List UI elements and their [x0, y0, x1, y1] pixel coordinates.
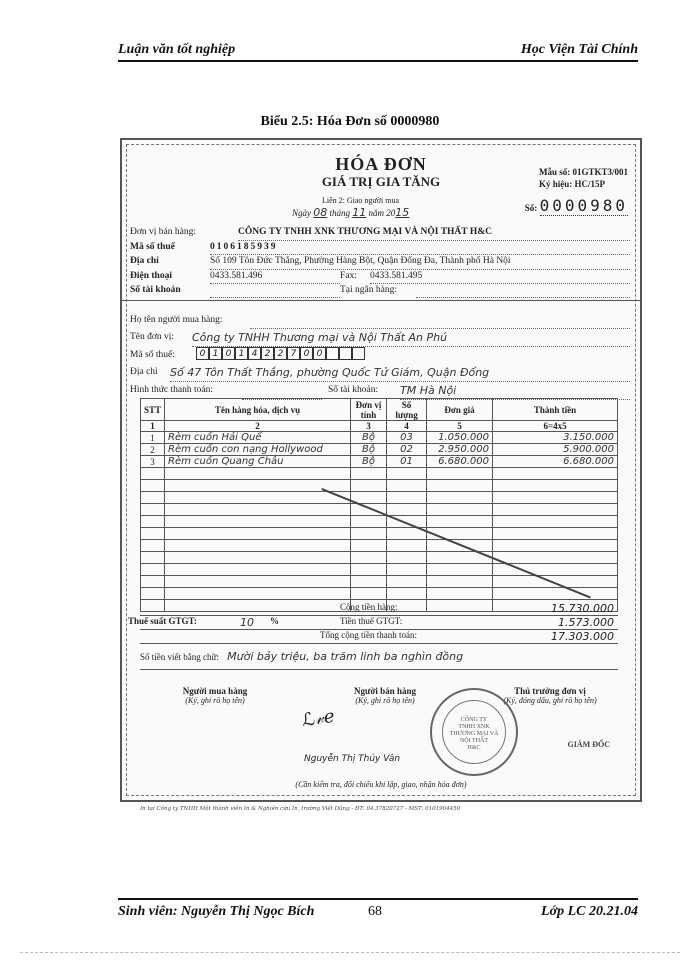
seller-signature-area	[330, 686, 440, 705]
blank-cell	[493, 468, 618, 480]
tax-digit: 0	[196, 347, 209, 360]
buyer-payment-label: Hình thức thanh toán:	[130, 385, 213, 395]
vat-label: Tiền thuế GTGT:	[340, 616, 403, 626]
row-qty: 01	[387, 456, 427, 468]
blank-cell	[165, 516, 351, 528]
stamp-line: H&C	[467, 745, 481, 751]
tax-digit: 2	[274, 347, 287, 360]
handwritten-signature-icon: ℒ𝓋ℯ	[300, 705, 336, 732]
blank-cell	[387, 492, 427, 504]
seller-name-label: Đơn vị bán hàng:	[130, 227, 196, 237]
printer-note: In tại Công ty TNHH Một thành viên In & Nghiên cứu In, trường Việt Dũng - ĐT: 04.37820727 - MST: 0101904450	[140, 806, 461, 812]
col-unit: Đơn vị tính	[351, 399, 387, 421]
blank-cell	[427, 492, 493, 504]
blank-cell	[165, 468, 351, 480]
seller-name: CÔNG TY TNHH XNK THƯƠNG MẠI VÀ NỘI THẤT H&C	[238, 226, 630, 241]
vat-percent: %	[270, 616, 279, 626]
vat-line	[128, 616, 618, 630]
amount-in-words	[140, 650, 618, 670]
blank-cell	[493, 528, 618, 540]
subtotal-line	[140, 602, 618, 616]
blank-cell	[493, 504, 618, 516]
table-row	[141, 432, 618, 444]
director-sign-note: (Ký, đóng dấu, ghi rõ họ tên)	[503, 696, 597, 705]
buyer-name-label: Họ tên người mua hàng:	[130, 315, 223, 325]
director-stamp: GIÁM ĐỐC	[567, 740, 610, 749]
student-name: Sinh viên: Nguyễn Thị Ngọc Bích	[118, 904, 315, 919]
buyer-block	[130, 312, 630, 400]
blank-cell	[165, 540, 351, 552]
row-name: Rèm cuốn con nạng Hollywood	[165, 444, 351, 456]
seller-phone-label: Điện thoại	[130, 270, 172, 281]
buyer-name	[250, 312, 630, 329]
buyer-sign-title: Người mua hàng	[182, 686, 248, 696]
row-qty: 02	[387, 444, 427, 456]
blank-cell	[427, 564, 493, 576]
col-stt: STT	[141, 399, 165, 421]
seller-fax-label: Fax:	[340, 270, 357, 281]
seller-sign-title: Người bán hàng	[354, 686, 416, 696]
blank-cell	[351, 480, 387, 492]
col-number: 1	[141, 421, 165, 432]
date-day-label: Ngày	[292, 208, 311, 218]
blank-row	[141, 588, 618, 600]
row-stt: 2	[141, 444, 165, 456]
subtotal-amount: 15.730.000	[551, 602, 614, 615]
vat-rate-label: Thuế suất GTGT:	[128, 616, 197, 626]
page-header	[118, 36, 638, 62]
stamp-line: TNHH XNK	[458, 724, 490, 730]
class-code: Lớp LC 20.21.04	[541, 904, 638, 919]
row-name: Rèm cuốn Quang Châu	[165, 456, 351, 468]
blank-cell	[427, 516, 493, 528]
invoice-subtitle: GIÁ TRỊ GIA TĂNG	[321, 174, 441, 189]
company-stamp-icon	[430, 688, 518, 776]
invoice-title: HÓA ĐƠN	[335, 154, 427, 174]
table-row	[141, 456, 618, 468]
row-amount: 3.150.000	[493, 432, 618, 444]
row-qty: 03	[387, 432, 427, 444]
stamp-inner	[442, 700, 506, 764]
buyer-tax-label: Mã số thuế:	[130, 350, 175, 360]
tax-digit: 7	[287, 347, 300, 360]
col-number: 5	[427, 421, 493, 432]
blank-cell	[141, 552, 165, 564]
blank-cell	[351, 468, 387, 480]
blank-cell	[427, 588, 493, 600]
blank-cell	[351, 540, 387, 552]
blank-cell	[351, 528, 387, 540]
blank-cell	[351, 564, 387, 576]
blank-row	[141, 528, 618, 540]
blank-row	[141, 552, 618, 564]
blank-cell	[387, 576, 427, 588]
institution-label: Học Viện Tài Chính	[520, 42, 638, 57]
col-price: Đơn giá	[427, 399, 493, 421]
blank-row	[141, 576, 618, 588]
page-footer	[118, 898, 638, 922]
blank-cell	[351, 516, 387, 528]
blank-row	[141, 504, 618, 516]
blank-row	[141, 540, 618, 552]
buyer-signature-area	[160, 686, 270, 705]
row-stt: 1	[141, 432, 165, 444]
buyer-account: TM Hà Nội	[400, 382, 630, 400]
row-name: Rèm cuốn Hải Quế	[165, 432, 351, 444]
section-divider	[122, 300, 640, 301]
table-row	[141, 444, 618, 456]
blank-row	[141, 468, 618, 480]
vat-amount: 1.573.000	[558, 616, 614, 629]
words-label: Số tiền viết bằng chữ:	[140, 652, 219, 662]
blank-cell	[493, 540, 618, 552]
totals-block	[128, 602, 618, 644]
blank-cell	[387, 540, 427, 552]
serial-label: Số:	[524, 203, 538, 213]
form-number: Mẫu số: 01GTKT3/001	[538, 167, 628, 177]
signer-name: Nguyễn Thị Thúy Vân	[304, 754, 401, 764]
col-number: 2	[165, 421, 351, 432]
tax-digit	[352, 347, 365, 360]
buyer-tax-boxes	[196, 347, 365, 364]
blank-row	[141, 516, 618, 528]
date-day: 08	[313, 206, 328, 219]
stamp-line: CÔNG TY	[460, 717, 488, 723]
row-price: 6.680.000	[427, 456, 493, 468]
blank-cell	[165, 552, 351, 564]
blank-cell	[387, 480, 427, 492]
blank-cell	[141, 564, 165, 576]
serial-number: 0000980	[539, 196, 628, 215]
blank-cell	[387, 588, 427, 600]
col-number: 4	[387, 421, 427, 432]
signature-block	[140, 686, 618, 706]
col-name: Tên hàng hóa, dịch vụ	[165, 399, 351, 421]
seller-address: Số 109 Tôn Đức Thắng, Phường Hàng Bột, Quận Đống Đa, Thành phố Hà Nội	[210, 255, 630, 270]
buyer-address: Số 47 Tôn Thất Thắng, phường Quốc Tử Giám, Quận Đống	[170, 364, 630, 382]
seller-tax: 0106185939	[210, 241, 630, 256]
buyer-sign-note: (Ký, ghi rõ họ tên)	[185, 696, 245, 705]
blank-cell	[493, 552, 618, 564]
items-body	[141, 421, 618, 612]
row-amount: 6.680.000	[493, 456, 618, 468]
row-unit: Bộ	[351, 432, 387, 444]
invoice-date	[292, 206, 409, 219]
tax-digit	[339, 347, 352, 360]
invoice-scan	[120, 138, 642, 802]
date-month: 11	[352, 206, 367, 219]
tax-digit: 1	[235, 347, 248, 360]
row-stt: 3	[141, 456, 165, 468]
figure-caption: Biểu 2.5: Hóa Đơn số 0000980	[260, 114, 440, 129]
blank-cell	[493, 588, 618, 600]
col-amount: Thành tiền	[493, 399, 618, 421]
subtotal-label: Cộng tiền hàng:	[340, 602, 398, 612]
verify-note: (Cần kiểm tra, đối chiếu khi lập, giao, nhận hóa đơn)	[295, 780, 467, 789]
col-qty: Số lượng	[387, 399, 427, 421]
blank-row	[141, 564, 618, 576]
seller-block	[130, 226, 630, 298]
tax-digit: 2	[261, 347, 274, 360]
row-amount: 5.900.000	[493, 444, 618, 456]
blank-cell	[387, 564, 427, 576]
seller-account-label: Số tài khoản	[130, 285, 181, 295]
blank-cell	[427, 576, 493, 588]
tax-digit: 1	[209, 347, 222, 360]
col-number: 6=4x5	[493, 421, 618, 432]
tax-digit: 4	[248, 347, 261, 360]
invoice-serial	[525, 196, 628, 215]
blank-row	[141, 480, 618, 492]
blank-cell	[141, 492, 165, 504]
words-value: Mười bảy triệu, ba trăm linh ba nghìn đồng	[227, 650, 464, 663]
row-unit: Bộ	[351, 444, 387, 456]
blank-cell	[427, 468, 493, 480]
blank-cell	[141, 468, 165, 480]
buyer-unit: Công ty TNHH Thương mại và Nội Thất An Phú	[192, 329, 630, 347]
page-number: 68	[368, 904, 382, 919]
seller-account	[210, 284, 340, 298]
blank-cell	[387, 504, 427, 516]
blank-cell	[141, 576, 165, 588]
blank-row	[141, 492, 618, 504]
director-sign-title: Thủ trưởng đơn vị	[514, 686, 586, 696]
thesis-label: Luận văn tốt nghiệp	[118, 42, 236, 57]
blank-cell	[141, 480, 165, 492]
blank-cell	[493, 516, 618, 528]
date-year-label: năm 20	[368, 208, 396, 218]
blank-cell	[165, 564, 351, 576]
grand-total-line	[140, 630, 618, 644]
blank-cell	[387, 552, 427, 564]
stamp-line: THƯƠNG MẠI VÀ	[449, 731, 499, 737]
buyer-account-label: Số tài khoản:	[328, 385, 379, 395]
blank-cell	[165, 588, 351, 600]
column-number-row	[141, 421, 618, 432]
date-year: 15	[395, 206, 410, 219]
blank-cell	[141, 588, 165, 600]
invoice-copy-note: Liên 2: Giao người mua	[322, 196, 399, 205]
blank-cell	[165, 528, 351, 540]
blank-cell	[141, 540, 165, 552]
table-header-row	[141, 399, 618, 421]
tax-digit: 0	[300, 347, 313, 360]
seller-bank	[416, 284, 630, 298]
seller-fax: 0433.581.495	[370, 270, 630, 285]
blank-cell	[351, 576, 387, 588]
seller-address-label: Địa chỉ	[130, 256, 159, 266]
seller-tax-label: Mã số thuế	[130, 241, 175, 252]
blank-cell	[387, 468, 427, 480]
date-month-label: tháng	[329, 208, 351, 218]
blank-cell	[427, 480, 493, 492]
blank-cell	[141, 504, 165, 516]
tax-digit: 0	[222, 347, 235, 360]
blank-cell	[351, 588, 387, 600]
blank-cell	[141, 528, 165, 540]
buyer-unit-label: Tên đơn vị:	[130, 332, 175, 342]
buyer-address-label: Địa chỉ	[130, 367, 158, 377]
seller-phone: 0433.581.496	[210, 270, 340, 285]
blank-cell	[165, 576, 351, 588]
tax-digit	[326, 347, 339, 360]
grand-total-amount: 17.303.000	[551, 630, 614, 643]
invoice-meta	[539, 166, 628, 190]
bottom-divider	[20, 952, 680, 953]
blank-cell	[351, 552, 387, 564]
blank-cell	[493, 492, 618, 504]
col-number: 3	[351, 421, 387, 432]
stamp-line: NỘI THẤT	[459, 738, 489, 744]
row-price: 1.050.000	[427, 432, 493, 444]
blank-cell	[165, 504, 351, 516]
row-unit: Bộ	[351, 456, 387, 468]
seller-bank-label: Tại ngân hàng:	[340, 285, 397, 295]
invoice-symbol: Ký hiệu: HC/15P	[538, 179, 605, 189]
blank-cell	[427, 504, 493, 516]
vat-rate: 10	[240, 616, 254, 629]
row-price: 2.950.000	[427, 444, 493, 456]
seller-sign-note: (Ký, ghi rõ họ tên)	[355, 696, 415, 705]
tax-digit: 0	[313, 347, 326, 360]
blank-cell	[165, 492, 351, 504]
blank-cell	[493, 480, 618, 492]
grand-total-label: Tổng cộng tiền thanh toán:	[320, 630, 417, 640]
blank-cell	[141, 516, 165, 528]
